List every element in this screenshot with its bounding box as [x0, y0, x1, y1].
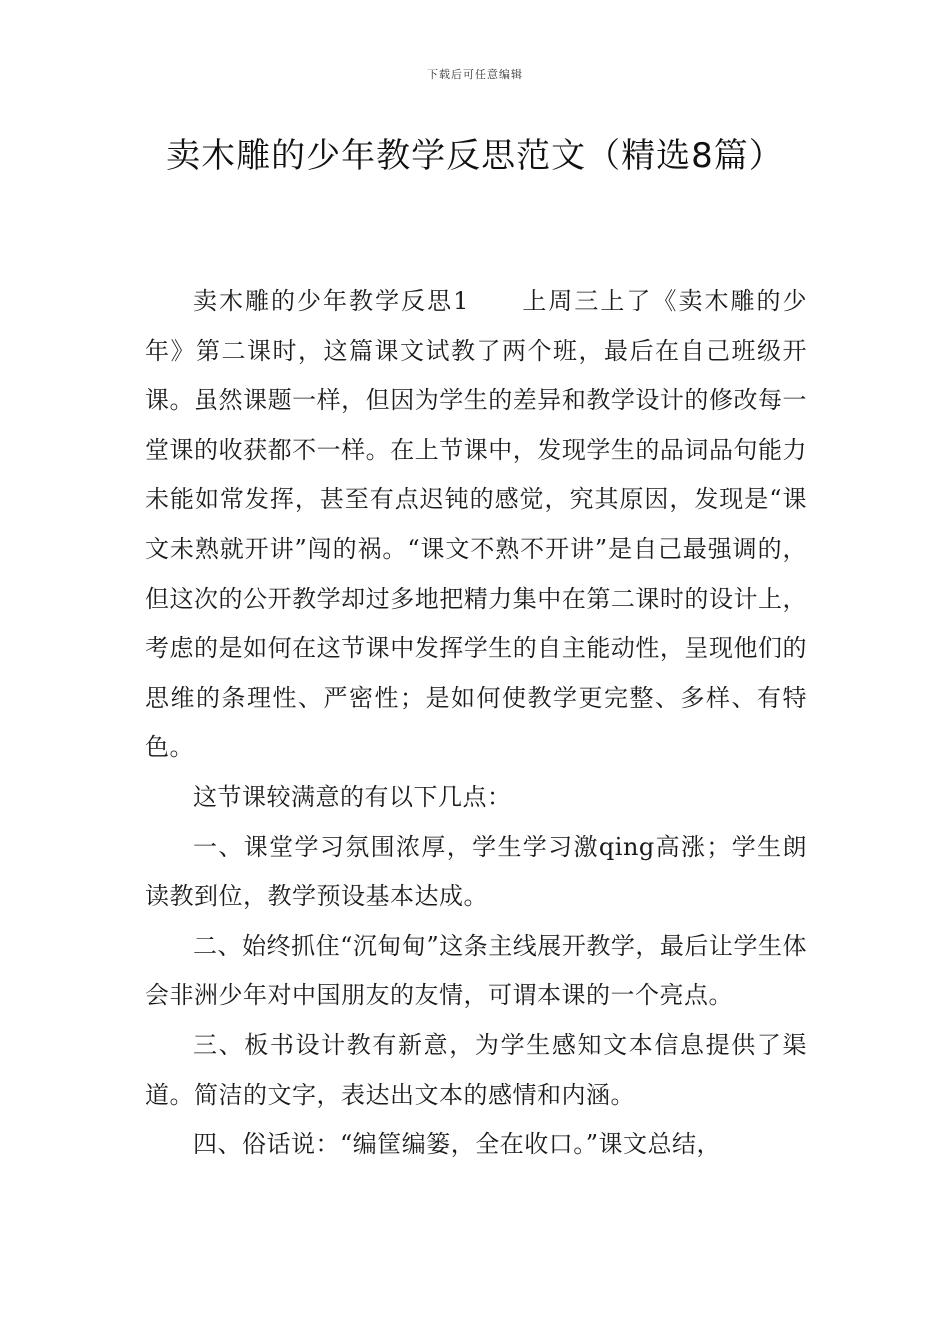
paragraph-3: 一、课堂学习氛围浓厚，学生学习激qing高涨；学生朗读教到位，教学预设基本达成。	[145, 832, 807, 911]
document-title: 卖木雕的少年教学反思范文（精选8篇）	[166, 136, 784, 176]
paragraph-4: 二、始终抓住“沉甸甸”这条主线展开教学，最后让学生体会非洲少年对中国朋友的友情，可谓本课的一个亮点。	[145, 931, 807, 1010]
paragraph-1: 卖木雕的少年教学反思1 上周三上了《卖木雕的少年》第二课时，这篇课文试教了两个班，最后在自己班级开课。虽然课题一样，但因为学生的差异和教学设计的修改每一堂课的收获都不一样。在上节课中，发现学生的品词品句能力未能如常发挥，甚至有点迟钝的感觉，究其原因，发现是“课文未熟就开讲”闯的祸。“课文不熟不开讲”是自己最强调的，但这次的公开教学却过多地把精力集中在第二课时的设计上，考虑的是如何在这节课中发挥学生的自主能动性，呈现他们的思维的条理性、严密性；是如何使教学更完整、多样、有特色。	[145, 287, 807, 762]
header-note: 下载后可任意编辑	[427, 68, 523, 81]
paragraph-2: 这节课较满意的有以下几点：	[193, 782, 512, 811]
paragraph-5: 三、板书设计教有新意，为学生感知文本信息提供了渠道。简洁的文字，表达出文本的感情和内涵。	[145, 1030, 807, 1109]
document-body	[145, 277, 807, 1170]
paragraph-6: 四、俗话说：“编筐编篓，全在收口。”课文总结，	[193, 1130, 722, 1159]
